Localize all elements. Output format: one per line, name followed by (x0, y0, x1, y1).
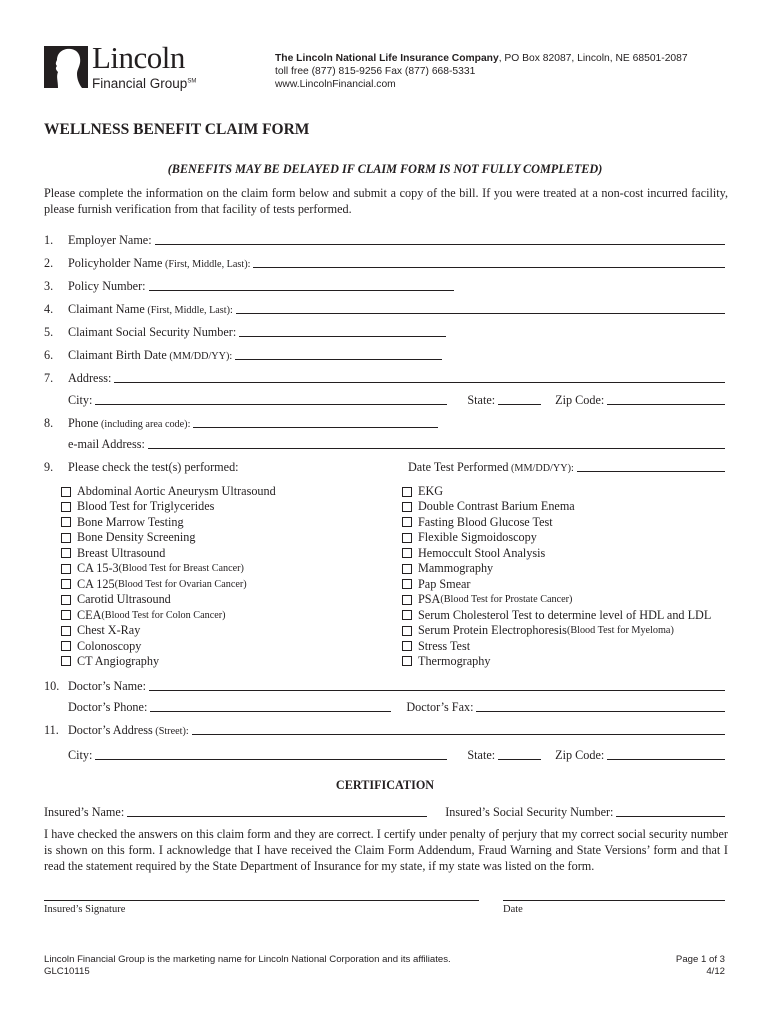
test-checkbox-item[interactable] (61, 530, 195, 545)
policyholder-name-field[interactable] (253, 267, 725, 268)
test-label: Mammography (418, 561, 494, 576)
test-label: PSA (418, 592, 441, 607)
footer-disclaimer: Lincoln Financial Group is the marketing name for Lincoln National Corporation and its affiliates. (44, 954, 451, 965)
item-number: 8. (44, 416, 54, 430)
test-label: Fasting Blood Glucose Test (418, 514, 553, 529)
test-label: Flexible Sigmoidoscopy (418, 530, 537, 545)
insured-name-field[interactable] (127, 816, 427, 817)
address-field[interactable] (114, 382, 725, 383)
doctor-zip-field[interactable] (607, 759, 725, 760)
phone-label-text: Phone (68, 416, 99, 430)
checkbox[interactable] (402, 579, 412, 589)
email-label: e-mail Address: (68, 437, 145, 451)
policy-number-row (44, 276, 725, 294)
doctor-state-field[interactable] (498, 759, 541, 760)
logo-subtitle (92, 76, 196, 91)
doctor-phone-label: Doctor’s Phone: (68, 700, 148, 714)
insured-name-label: Insured’s Name: (44, 805, 125, 819)
test-checkbox-item[interactable] (402, 608, 711, 623)
doctor-fax-field[interactable] (476, 711, 725, 712)
test-note: (Blood Test for Myeloma) (566, 625, 674, 637)
checkbox[interactable] (61, 564, 71, 574)
doctor-phone-field[interactable] (150, 711, 391, 712)
city-state-zip-row (44, 390, 725, 408)
doctor-name-row (44, 676, 725, 694)
test-checkbox-item[interactable] (61, 515, 184, 530)
policyholder-row (44, 253, 725, 271)
doctor-state-label: State: (467, 748, 496, 762)
checkbox[interactable] (61, 641, 71, 651)
test-label: Bone Density Screening (77, 530, 196, 545)
checkbox[interactable] (61, 656, 71, 666)
address-label: Address: (68, 371, 112, 385)
test-note: (Blood Test for Prostate Cancer) (440, 594, 573, 606)
email-field[interactable] (148, 448, 725, 449)
date-test-label-text: Date Test Performed (408, 460, 509, 474)
footer-left (44, 954, 451, 978)
company-address: , PO Box 82087, Lincoln, NE 68501-2087 (498, 53, 688, 64)
claimant-name-label-text: Claimant Name (68, 302, 145, 316)
company-line (275, 52, 688, 65)
claimant-name-label (68, 302, 233, 317)
checkbox[interactable] (402, 487, 412, 497)
test-label: Carotid Ultrasound (77, 592, 171, 607)
checkbox[interactable] (402, 595, 412, 605)
phone-row (44, 413, 725, 431)
item-number: 3. (44, 279, 54, 293)
test-label: Serum Cholesterol Test to determine level of HDL and LDL (418, 607, 712, 622)
test-checkbox-item[interactable] (61, 499, 214, 514)
test-label: CA 15-3 (77, 561, 119, 576)
checkbox[interactable] (402, 548, 412, 558)
item-number: 5. (44, 325, 54, 339)
test-label: CEA (77, 607, 102, 622)
checkbox[interactable] (61, 579, 71, 589)
claimant-name-hint: (First, Middle, Last): (144, 305, 233, 316)
test-label: Breast Ultrasound (77, 545, 166, 560)
logo (44, 42, 234, 94)
item-number: 7. (44, 371, 54, 385)
lincoln-profile-icon (44, 44, 88, 90)
address-row (44, 368, 725, 386)
checkbox[interactable] (61, 517, 71, 527)
test-label: Thermography (418, 653, 491, 668)
test-label: Serum Protein Electrophoresis (418, 623, 567, 638)
zip-field[interactable] (607, 404, 725, 405)
zip-label: Zip Code: (555, 393, 605, 407)
instructions: Please complete the information on the claim form below and submit a copy of the bill. If you were treated at a non-cost incurred facility, please furnish verification from that facility of tests performed. (44, 186, 728, 216)
checkbox[interactable] (61, 610, 71, 620)
page-number: Page 1 of 3 (675, 954, 725, 965)
test-label: Colonoscopy (77, 638, 142, 653)
company-header (275, 52, 688, 91)
doctor-address-hint: (Street): (152, 726, 189, 737)
doctor-zip-label: Zip Code: (555, 748, 605, 762)
date-label: Date (503, 904, 523, 915)
birth-date-label (68, 348, 232, 363)
test-checkbox-item[interactable] (61, 608, 226, 623)
doctor-address-label-text: Doctor’s Address (68, 723, 153, 737)
test-checkbox-item[interactable] (402, 484, 443, 499)
insured-row (44, 802, 725, 820)
policy-number-label: Policy Number: (68, 279, 146, 293)
birth-date-label-text: Claimant Birth Date (68, 348, 167, 362)
doctor-name-field[interactable] (149, 690, 725, 691)
test-label: EKG (418, 484, 444, 498)
logo-wordmark: Lincoln (92, 40, 185, 75)
delay-notice: (BENEFITS MAY BE DELAYED IF CLAIM FORM IS NOT FULLY COMPLETED) (167, 162, 603, 176)
birth-date-row (44, 345, 725, 363)
test-checkbox-item[interactable] (402, 623, 674, 638)
company-phones: toll free (877) 815-9256 Fax (877) 668-5331 (275, 66, 476, 77)
policyholder-hint: (First, Middle, Last): (162, 259, 251, 270)
test-checkbox-item[interactable] (61, 592, 171, 607)
claimant-ssn-row (44, 322, 725, 340)
item-number: 11. (44, 723, 59, 737)
birth-date-field[interactable] (235, 359, 442, 360)
certification-heading: CERTIFICATION (335, 778, 435, 792)
doctor-address-field[interactable] (192, 734, 725, 735)
test-label: Abdominal Aortic Aneurysm Ultrasound (77, 484, 276, 498)
test-note: (Blood Test for Ovarian Cancer) (114, 578, 247, 590)
item-number: 6. (44, 348, 54, 362)
checkbox[interactable] (61, 595, 71, 605)
checkbox[interactable] (402, 502, 412, 512)
date-line[interactable] (503, 900, 725, 901)
test-checkbox-item[interactable] (402, 499, 575, 514)
test-label: Chest X-Ray (77, 623, 141, 638)
checkbox[interactable] (402, 626, 412, 636)
test-checkbox-item[interactable] (402, 561, 493, 576)
doctor-name-label: Doctor’s Name: (68, 679, 146, 693)
phone-label (68, 416, 190, 431)
doctor-city-field[interactable] (95, 759, 447, 760)
item-number: 1. (44, 233, 54, 247)
claimant-name-row (44, 299, 725, 317)
logo-sub-text: Financial Group (92, 76, 188, 91)
certification-statement: I have checked the answers on this claim form and they are correct. I certify under penalty of perjury that my correct social security number is shown on this form. I acknowledge that I have received the Claim Form Addendum, Fraud Warning and State Versions’ form and that I read the statement required by the State Department of Insurance for my state, if my state was listed on the form. (44, 827, 728, 873)
test-label: CT Angiography (77, 653, 160, 668)
claimant-ssn-label: Claimant Social Security Number: (68, 325, 237, 339)
checkbox[interactable] (61, 502, 71, 512)
footer-right (676, 954, 725, 978)
form-code: GLC10115 (44, 966, 90, 977)
policyholder-label (68, 256, 250, 271)
employer-label: Employer Name: (68, 233, 152, 247)
employer-name-field[interactable] (155, 244, 725, 245)
doctor-fax-label: Doctor’s Fax: (406, 700, 474, 714)
test-checkbox-item[interactable] (61, 623, 140, 638)
checkbox[interactable] (402, 517, 412, 527)
doctor-phone-row (44, 697, 725, 715)
test-label: CA 125 (77, 576, 115, 591)
test-checkbox-item[interactable] (61, 577, 247, 592)
checkbox[interactable] (402, 641, 412, 651)
claimant-ssn-field[interactable] (239, 336, 446, 337)
policy-number-field[interactable] (149, 290, 454, 291)
state-label: State: (467, 393, 496, 407)
form-title: WELLNESS BENEFIT CLAIM FORM (44, 121, 310, 138)
test-label: Bone Marrow Testing (77, 514, 184, 529)
service-mark: SM (187, 78, 197, 85)
checkbox[interactable] (61, 487, 71, 497)
test-label: Blood Test for Triglycerides (77, 499, 215, 514)
signature-line[interactable] (44, 900, 479, 901)
tests-label: Please check the test(s) performed: (68, 460, 239, 474)
phone-hint: (including area code): (98, 419, 191, 430)
date-test-field[interactable] (577, 471, 725, 472)
test-checkbox-item[interactable] (402, 515, 553, 530)
item-number: 2. (44, 256, 54, 270)
test-checkbox-item[interactable] (402, 577, 470, 592)
insured-ssn-field[interactable] (616, 816, 725, 817)
item-number: 10. (44, 679, 60, 693)
test-checkbox-item[interactable] (402, 639, 470, 654)
doctor-address-label (68, 723, 189, 738)
test-checkbox-item[interactable] (402, 654, 490, 669)
date-test-hint: (MM/DD/YY): (508, 463, 574, 474)
doctor-city-row (44, 745, 725, 763)
test-label: Stress Test (418, 638, 471, 653)
email-row (44, 434, 725, 452)
checkbox[interactable] (402, 610, 412, 620)
city-field[interactable] (95, 404, 447, 405)
checkbox[interactable] (402, 656, 412, 666)
checkbox[interactable] (61, 548, 71, 558)
test-label: Pap Smear (418, 576, 471, 591)
test-checkbox-item[interactable] (61, 546, 165, 561)
company-website[interactable]: www.LincolnFinancial.com (275, 79, 396, 90)
checkbox[interactable] (61, 533, 71, 543)
test-checkbox-item[interactable] (61, 484, 276, 499)
test-label: Hemoccult Stool Analysis (418, 545, 546, 560)
doctor-address-row (44, 720, 725, 738)
phone-field[interactable] (193, 427, 438, 428)
date-test-label (408, 460, 574, 475)
test-checkbox-item[interactable] (61, 561, 244, 576)
claimant-name-field[interactable] (236, 313, 725, 314)
test-checkbox-item[interactable] (61, 639, 141, 654)
test-checkbox-item[interactable] (402, 546, 545, 561)
tests-row (44, 457, 725, 475)
doctor-city-label: City: (68, 748, 93, 762)
test-checkbox-item[interactable] (402, 530, 537, 545)
employer-row (44, 230, 725, 248)
checkbox[interactable] (402, 564, 412, 574)
checkbox[interactable] (402, 533, 412, 543)
state-field[interactable] (498, 404, 541, 405)
form-version: 4/12 (706, 966, 725, 977)
insured-ssn-label: Insured’s Social Security Number: (445, 805, 614, 819)
policyholder-label-text: Policyholder Name (68, 256, 163, 270)
test-checkbox-item[interactable] (61, 654, 159, 669)
item-number: 9. (44, 460, 54, 474)
city-label: City: (68, 393, 93, 407)
test-note: (Blood Test for Colon Cancer) (101, 609, 226, 621)
birth-date-hint: (MM/DD/YY): (166, 351, 233, 362)
company-name: The Lincoln National Life Insurance Company (275, 53, 499, 64)
test-checkbox-item[interactable] (402, 592, 572, 607)
checkbox[interactable] (61, 626, 71, 636)
signature-label: Insured’s Signature (44, 904, 126, 915)
test-label: Double Contrast Barium Enema (418, 499, 575, 514)
item-number: 4. (44, 302, 54, 316)
test-note: (Blood Test for Breast Cancer) (118, 563, 244, 575)
